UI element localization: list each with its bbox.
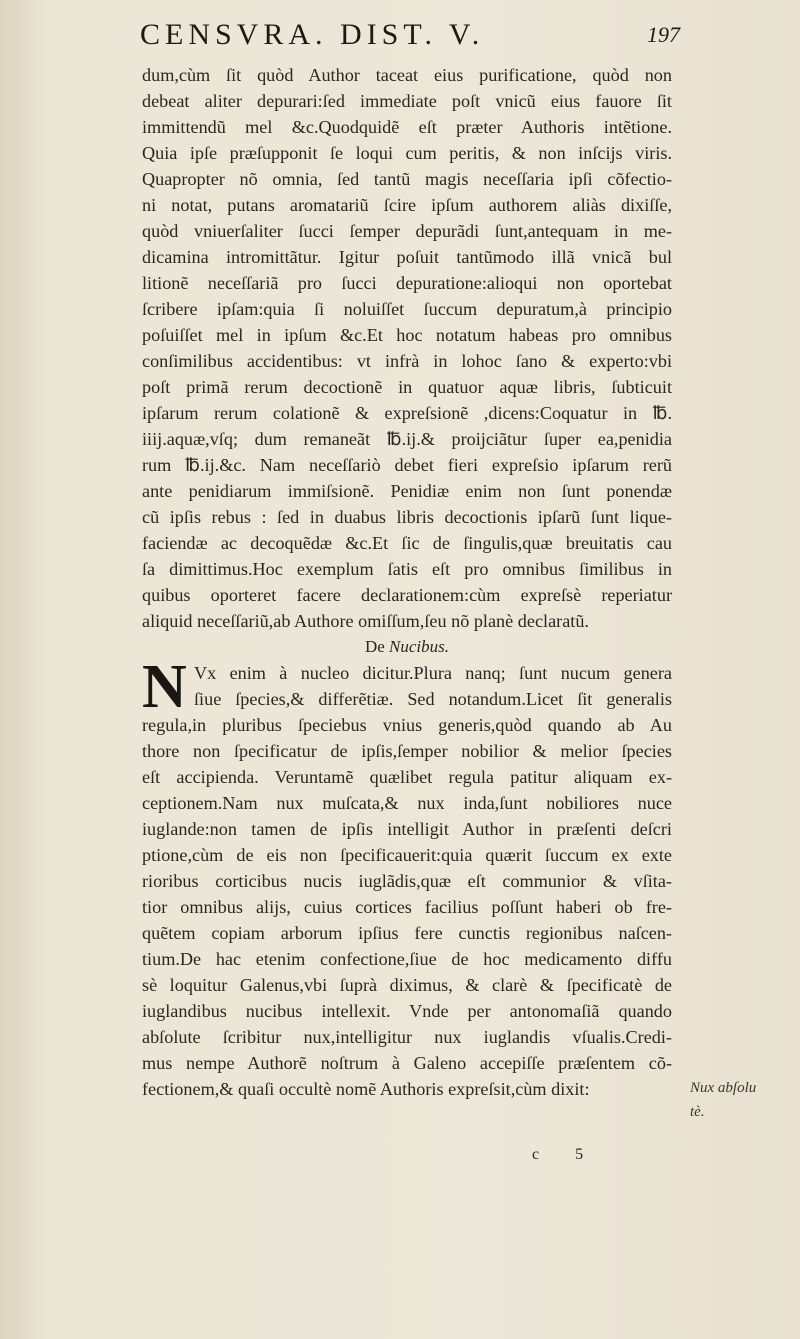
text-line: thore non ſpecificatur de ipſis,ſemper nobilior & melior ſpecies	[142, 741, 672, 761]
text-line: iuglande:non tamen de ipſis intelligit Author in præſenti deſcri	[142, 819, 672, 839]
text-line: fectionem,& quaſi occultè nomẽ Authoris expreſsit,cùm dixit:	[142, 1079, 590, 1099]
text-line: ſa dimittimus.Hoc exemplum ſatis eſt pro omnibus ſimilibus in	[142, 559, 672, 579]
text-line: conſimilibus accidentibus: vt infrà in lohoc ſano & experto:vbi	[142, 351, 672, 371]
text-line: aliquid neceſſariũ,ab Authore omiſſum,ſeu nõ planè declaratũ.	[142, 611, 589, 631]
text-line: faciendæ ac decoquẽdæ &c.Et ſic de ſingulis,quæ breuitatis cau	[142, 533, 672, 553]
text-line: debeat aliter depurari:ſed immediate poſt vnicũ eius fauore ſit	[142, 91, 672, 111]
text-line: tium.De hac etenim confectione,ſiue de hoc medicamento diffu	[142, 949, 672, 969]
text-line: immittendũ mel &c.Quodquidẽ eſt præter Authoris intẽtione.	[142, 117, 672, 137]
heading-title: Nucibus.	[389, 637, 450, 656]
text-line: quẽtem copiam arborum ipſius fere cunctis regionibus naſcen-	[142, 923, 672, 943]
text-line: ſiue ſpecies,& differẽtiæ. Sed notandum.Licet ſit generalis	[194, 689, 672, 709]
text-line: eſt accipienda. Veruntamẽ quælibet regula patitur aliquam ex-	[142, 767, 672, 787]
text-line: ante penidiarum immiſsionẽ. Penidiæ enim non ſunt ponendæ	[142, 481, 672, 501]
text-line: Vx enim à nucleo dicitur.Plura nanq; ſunt nucum genera	[194, 663, 672, 683]
text-line: ni notat, putans aromatariũ ſcire ipſum authorem aliàs dixiſſe,	[142, 195, 672, 215]
margin-note-line-2: tè.	[690, 1104, 705, 1120]
page-header	[140, 18, 680, 58]
text-line: iiij.aquæ,vſq; dum remaneãt ℔.ij.& proijciãtur ſuper ea,penidia	[142, 429, 672, 449]
drop-cap-initial: N	[142, 653, 187, 721]
text-line: iuglandibus nucibus intellexit. Vnde per antonomaſiã quando	[142, 1001, 672, 1021]
paragraph-nuts	[142, 712, 672, 1102]
running-title: CENSVRA. DIST. V.	[140, 18, 485, 51]
text-line: ceptionem.Nam nux muſcata,& nux inda,ſunt nobiliores nuce	[142, 793, 672, 813]
text-line: abſolute ſcribitur nux,intelligitur nux iuglandis vſualis.Credi-	[142, 1027, 672, 1047]
signature-mark: c 5	[532, 1146, 600, 1163]
heading-prefix: De	[364, 637, 390, 656]
text-line: mus nempe Authorẽ noſtrum à Galeno accepiſſe præſentem cõ-	[142, 1053, 672, 1073]
text-line: poſuiſſet mel in ipſum &c.Et hoc notatum habeas pro omnibus	[142, 325, 672, 345]
text-line: Quia ipſe præſupponit ſe loqui cum peritis, & non inſcijs viris.	[142, 143, 672, 163]
text-line: Quapropter nõ omnia, ſed tantũ magis neceſſaria ipſi cõfectio-	[142, 169, 672, 189]
text-line: poſt primã rerum decoctionẽ in quatuor aquæ libris, ſubticuit	[142, 377, 672, 397]
text-line: cũ ipſis rebus : ſed in duabus libris decoctionis ipſarũ ſunt lique-	[142, 507, 672, 527]
text-line: tior omnibus alijs, cuius cortices facilius poſſunt haberi ob fre-	[142, 897, 672, 917]
text-line: regula,in pluribus ſpeciebus vnius generis,quòd quando ab Au	[142, 715, 672, 735]
text-block	[142, 62, 672, 1102]
text-line: quòd vniuerſaliter ſucci ſemper depurãdi ſunt,antequam in me-	[142, 221, 672, 241]
section-heading	[142, 634, 672, 660]
text-line: sè loquitur Galenus,vbi ſuprà diximus, & clarè & ſpecificatè de	[142, 975, 672, 995]
text-line: ptione,cùm de eis non ſpecificauerit:quia quærit ſuccum ex exte	[142, 845, 672, 865]
text-line: ipſarum rerum colationẽ & expreſsionẽ ,dicens:Coquatur in ℔.	[142, 403, 672, 423]
text-line: ſcribere ipſam:quia ſi noluiſſet ſuccum depuratum,à principio	[142, 299, 672, 319]
margin-note-line-1: Nux abſolu	[690, 1080, 757, 1096]
text-line: quibus oporteret facere declarationem:cùm expreſsè reperiatur	[142, 585, 672, 605]
text-line: dum,cùm ſit quòd Author taceat eius purificatione, quòd non	[142, 65, 672, 85]
paragraph-purification	[142, 62, 672, 634]
paragraph-nuts-opening	[142, 653, 672, 721]
text-line: litionẽ neceſſariã pro ſucci depuratione:alioqui non oportebat	[142, 273, 672, 293]
text-line: dicamina intromittãtur. Igitur poſuit tantũmodo illã vnicã bul	[142, 247, 672, 267]
text-line: rum ℔.ij.&c. Nam neceſſariò debet fieri expreſsio ipſarum rerũ	[142, 455, 672, 475]
folio-number: 197	[647, 22, 680, 47]
text-line: rioribus corticibus nucis iuglãdis,quæ eſt communior & vſita-	[142, 871, 672, 891]
